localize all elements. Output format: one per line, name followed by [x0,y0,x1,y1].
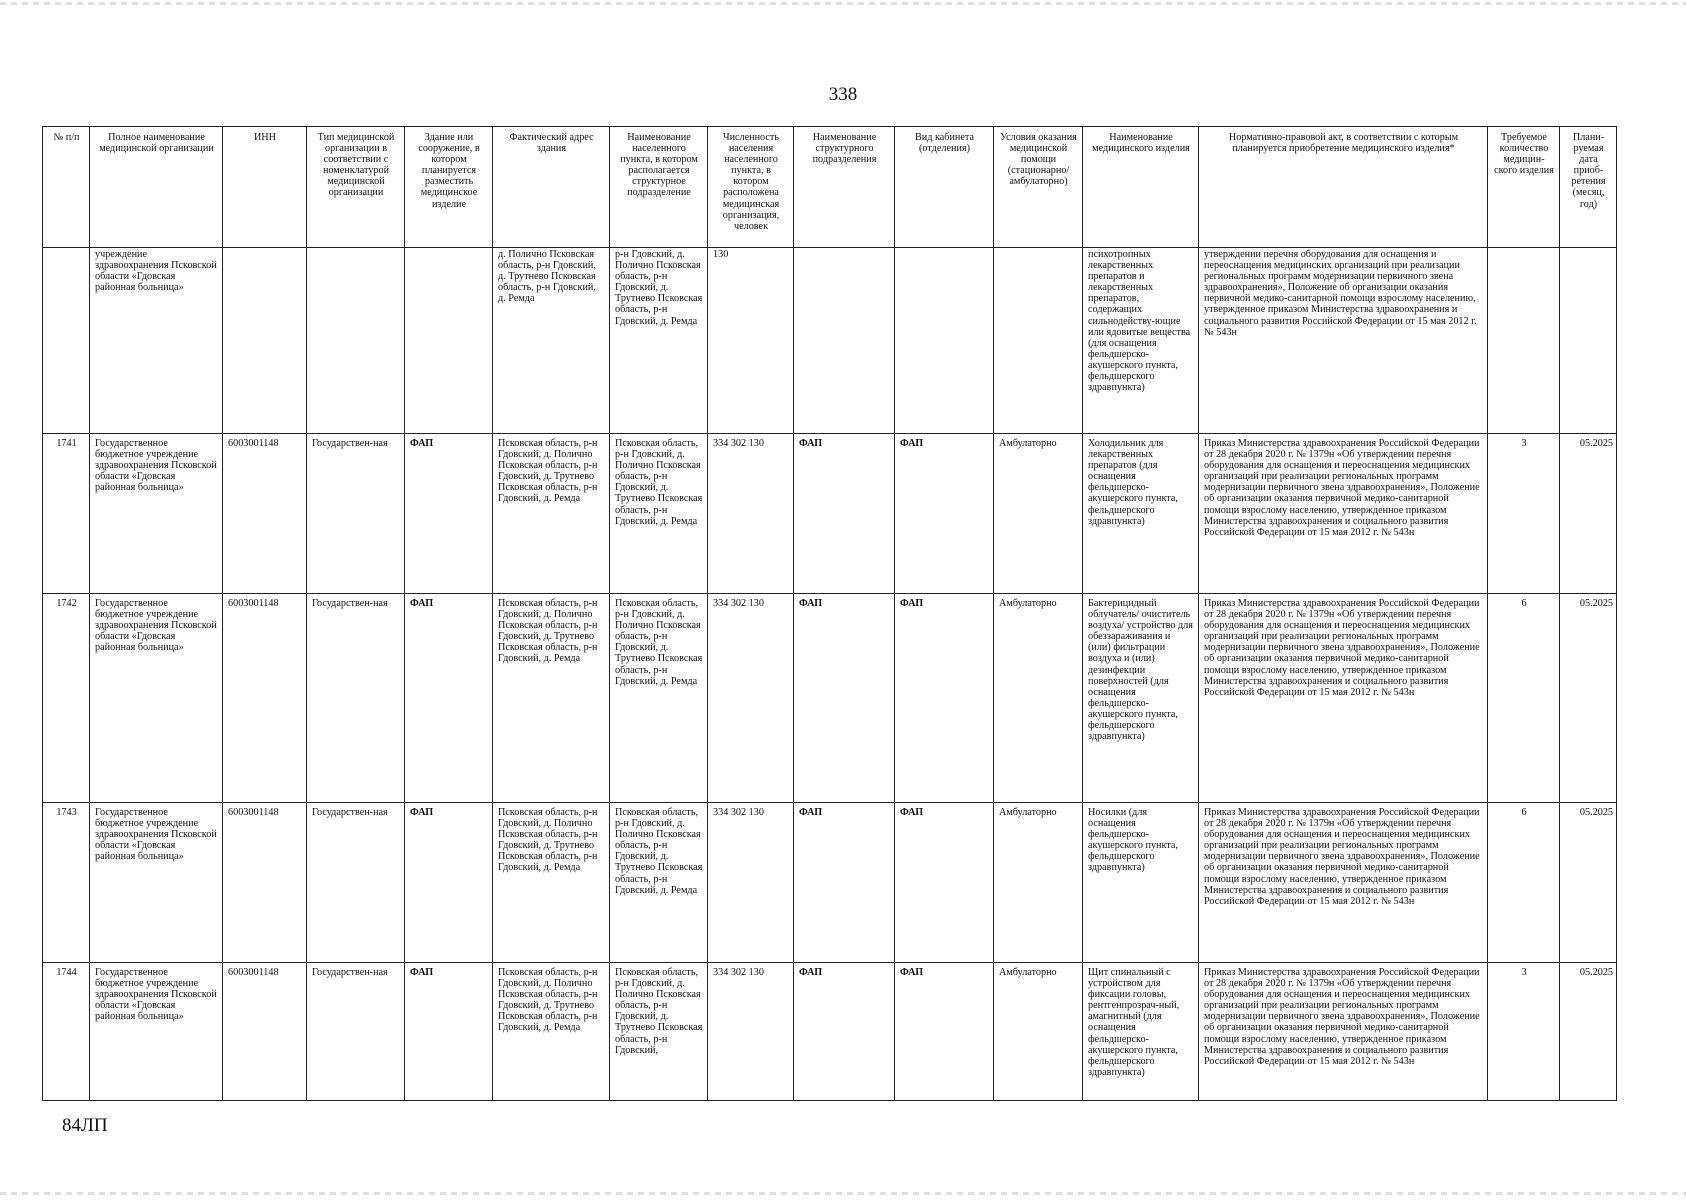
page-number: 338 [828,84,858,105]
cell-inn: 6003001148 [223,594,307,803]
header-num: № п/п [43,127,90,248]
header-cabinet: Вид кабинета (отделения) [895,127,994,248]
header-date: Плани-руемая дата приоб-ретения (месяц, год) [1560,127,1617,248]
cell-population: 334 302 130 [708,594,794,803]
cell-settlement: Псковская область, р-н Гдовский, д. Полично Псковская область, р-н Гдовский, д. Трутнево Псковская область, р-н Гдовский, д. Ремда [610,803,708,963]
cell-type: Государствен-ная [307,434,405,594]
header-qty: Требуемое количество медицин-ского изделия [1488,127,1560,248]
cell-address: Псковская область, р-н Гдовский, д. Полично Псковская область, р-н Гдовский, д. Трутнево Псковская область, р-н Гдовский, д. Ремда [493,803,610,963]
cell-device: Щит спинальный с устройством для фиксации головы, рентгенпрозрач-ный, амагнитный (для оснащения фельдшерско-акушерского пункта, фельдшерского здравпункта) [1083,963,1199,1101]
cell-qty [1488,248,1560,434]
cell-num [43,248,90,434]
cell-conditions: Амбулаторно [994,963,1083,1101]
cell-date [1560,248,1617,434]
cell-conditions: Амбулаторно [994,434,1083,594]
cell-qty: 6 [1488,803,1560,963]
cell-cabinet: ФАП [895,963,994,1101]
cell-building [405,248,493,434]
cell-building: ФАП [405,594,493,803]
cell-address: Псковская область, р-н Гдовский, д. Полично Псковская область, р-н Гдовский, д. Трутнево Псковская область, р-н Гдовский, д. Ремда [493,963,610,1101]
cell-act: Приказ Министерства здравоохранения Российской Федерации от 28 декабря 2020 г. № 1379н «Об утверждении перечня оборудования для оснащения и переоснащения медицинских организаций при реализации региональных программ модернизации первичного звена здравоохранения», Положение об организации оказания первичной медико-санитарной помощи взрослому населению, утвержденное приказом Министерства здравоохранения и социального развития Российской Федерации от 15 мая 2012 г. № 543н [1199,434,1488,594]
cell-act: утверждении перечня оборудования для оснащения и переоснащения медицинских организаций при реализации региональных программ модернизации первичного звена здравоохранения», Положение об организации оказания первичной медико-санитарной помощи взрослому населению, утвержденное приказом Министерства здравоохранения и социального развития Российской Федерации от 15 мая 2012 г. № 543н [1199,248,1488,434]
cell-num: 1744 [43,963,90,1101]
cell-type: Государствен-ная [307,594,405,803]
header-inn: ИНН [223,127,307,248]
cell-qty: 6 [1488,594,1560,803]
cell-num: 1743 [43,803,90,963]
cell-address: Псковская область, р-н Гдовский, д. Полично Псковская область, р-н Гдовский, д. Трутнево Псковская область, р-н Гдовский, д. Ремда [493,434,610,594]
header-unit: Наименование структурного подразделения [794,127,895,248]
cell-population: 334 302 130 [708,434,794,594]
cell-date: 05.2025 [1560,594,1617,803]
cell-org: Государственное бюджетное учреждение здравоохранения Псковской области «Гдовская районная больница» [90,434,223,594]
cell-building: ФАП [405,434,493,594]
cell-type: Государствен-ная [307,803,405,963]
header-device: Наименование медицинского изделия [1083,127,1199,248]
table-header-row [43,127,1617,248]
cell-unit: ФАП [794,434,895,594]
cell-settlement: р-н Гдовский, д. Полично Псковская область, р-н Гдовский, д. Трутнево Псковская область, р-н Гдовский, д. Ремда [610,248,708,434]
cell-cabinet [895,248,994,434]
cell-device: Бактерицидный облучатель/ очиститель воздуха/ устройство для обеззараживания и (или) фильтрации воздуха и (или) дезинфекции поверхностей (для оснащения фельдшерско-акушерского пункта, фельдшерского здравпункта) [1083,594,1199,803]
cell-act: Приказ Министерства здравоохранения Российской Федерации от 28 декабря 2020 г. № 1379н «Об утверждении перечня оборудования для оснащения и переоснащения медицинских организаций при реализации региональных программ модернизации первичного звена здравоохранения», Положение об организации оказания первичной медико-санитарной помощи взрослому населению, утвержденное приказом Министерства здравоохранения и социального развития Российской Федерации от 15 мая 2012 г. № 543н [1199,963,1488,1101]
header-org: Полное наименование медицинской организации [90,127,223,248]
cell-population: 334 302 130 [708,963,794,1101]
cell-inn [223,248,307,434]
scan-edge-top [0,2,1686,5]
header-population: Численность населения населенного пункта, в котором расположена медицинская организация, человек [708,127,794,248]
cell-unit: ФАП [794,803,895,963]
cell-type: Государствен-ная [307,963,405,1101]
table-row [43,594,1617,803]
cell-device: Носилки (для оснащения фельдшерско-акушерского пункта, фельдшерского здравпункта) [1083,803,1199,963]
cell-device: Холодильник для лекарственных препаратов (для оснащения фельдшерско-акушерского пункта, фельдшерского здравпункта) [1083,434,1199,594]
cell-date: 05.2025 [1560,434,1617,594]
cell-inn: 6003001148 [223,434,307,594]
cell-settlement: Псковская область, р-н Гдовский, д. Полично Псковская область, р-н Гдовский, д. Трутнево Псковская область, р-н Гдовский, д. Ремда [610,434,708,594]
cell-unit [794,248,895,434]
cell-unit: ФАП [794,594,895,803]
cell-conditions: Амбулаторно [994,803,1083,963]
cell-population: 334 302 130 [708,803,794,963]
header-conditions: Условия оказания медицинской помощи (стационарно/ амбулаторно) [994,127,1083,248]
table-row [43,434,1617,594]
cell-building: ФАП [405,963,493,1101]
equipment-table [42,126,1617,1101]
cell-type [307,248,405,434]
header-type: Тип медицинской организации в соответствии с номенклатурой медицинской организации [307,127,405,248]
header-settlement: Наименование населенного пункта, в котором располагается структурное подразделение [610,127,708,248]
cell-qty: 3 [1488,434,1560,594]
scan-edge-bottom [0,1192,1686,1195]
cell-org: учреждение здравоохранения Псковской области «Гдовская районная больница» [90,248,223,434]
table-row [43,803,1617,963]
header-building: Здание или сооружение, в котором планируется разместить медицинское изделие [405,127,493,248]
cell-settlement: Псковская область, р-н Гдовский, д. Полично Псковская область, р-н Гдовский, д. Трутнево Псковская область, р-н Гдовский, д. Ремда [610,594,708,803]
cell-population: 130 [708,248,794,434]
cell-settlement: Псковская область, р-н Гдовский, д. Полично Псковская область, р-н Гдовский, д. Трутнево Псковская область, р-н Гдовский, [610,963,708,1101]
cell-conditions [994,248,1083,434]
cell-cabinet: ФАП [895,434,994,594]
cell-conditions: Амбулаторно [994,594,1083,803]
table-row [43,248,1617,434]
cell-device: психотропных лекарственных препаратов и лекарственных препаратов, содержащих сильнодейству-ющие или ядовитые вещества (для оснащения фельдшерско-акушерского пункта, фельдшерского здравпункта) [1083,248,1199,434]
cell-act: Приказ Министерства здравоохранения Российской Федерации от 28 декабря 2020 г. № 1379н «Об утверждении перечня оборудования для оснащения и переоснащения медицинских организаций при реализации региональных программ модернизации первичного звена здравоохранения», Положение об организации оказания первичной медико-санитарной помощи взрослому населению, утвержденное приказом Министерства здравоохранения и социального развития Российской Федерации от 15 мая 2012 г. № 543н [1199,594,1488,803]
cell-org: Государственное бюджетное учреждение здравоохранения Псковской области «Гдовская районная больница» [90,594,223,803]
cell-cabinet: ФАП [895,594,994,803]
cell-inn: 6003001148 [223,803,307,963]
cell-unit: ФАП [794,963,895,1101]
cell-date: 05.2025 [1560,963,1617,1101]
header-act: Нормативно-правовой акт, в соответствии с которым планируется приобретение медицинского изделия* [1199,127,1488,248]
footer-code: 84ЛП [62,1115,108,1136]
table-row [43,963,1617,1101]
cell-date: 05.2025 [1560,803,1617,963]
cell-inn: 6003001148 [223,963,307,1101]
cell-cabinet: ФАП [895,803,994,963]
cell-org: Государственное бюджетное учреждение здравоохранения Псковской области «Гдовская районная больница» [90,803,223,963]
cell-num: 1741 [43,434,90,594]
cell-qty: 3 [1488,963,1560,1101]
cell-org: Государственное бюджетное учреждение здравоохранения Псковской области «Гдовская районная больница» [90,963,223,1101]
cell-act: Приказ Министерства здравоохранения Российской Федерации от 28 декабря 2020 г. № 1379н «Об утверждении перечня оборудования для оснащения и переоснащения медицинских организаций при реализации региональных программ модернизации первичного звена здравоохранения», Положение об организации оказания первичной медико-санитарной помощи взрослому населению, утвержденное приказом Министерства здравоохранения и социального развития Российской Федерации от 15 мая 2012 г. № 543н [1199,803,1488,963]
cell-address: д. Полично Псковская область, р-н Гдовский, д. Трутнево Псковская область, р-н Гдовский, д. Ремда [493,248,610,434]
header-address: Фактический адрес здания [493,127,610,248]
cell-num: 1742 [43,594,90,803]
cell-address: Псковская область, р-н Гдовский, д. Полично Псковская область, р-н Гдовский, д. Трутнево Псковская область, р-н Гдовский, д. Ремда [493,594,610,803]
cell-building: ФАП [405,803,493,963]
